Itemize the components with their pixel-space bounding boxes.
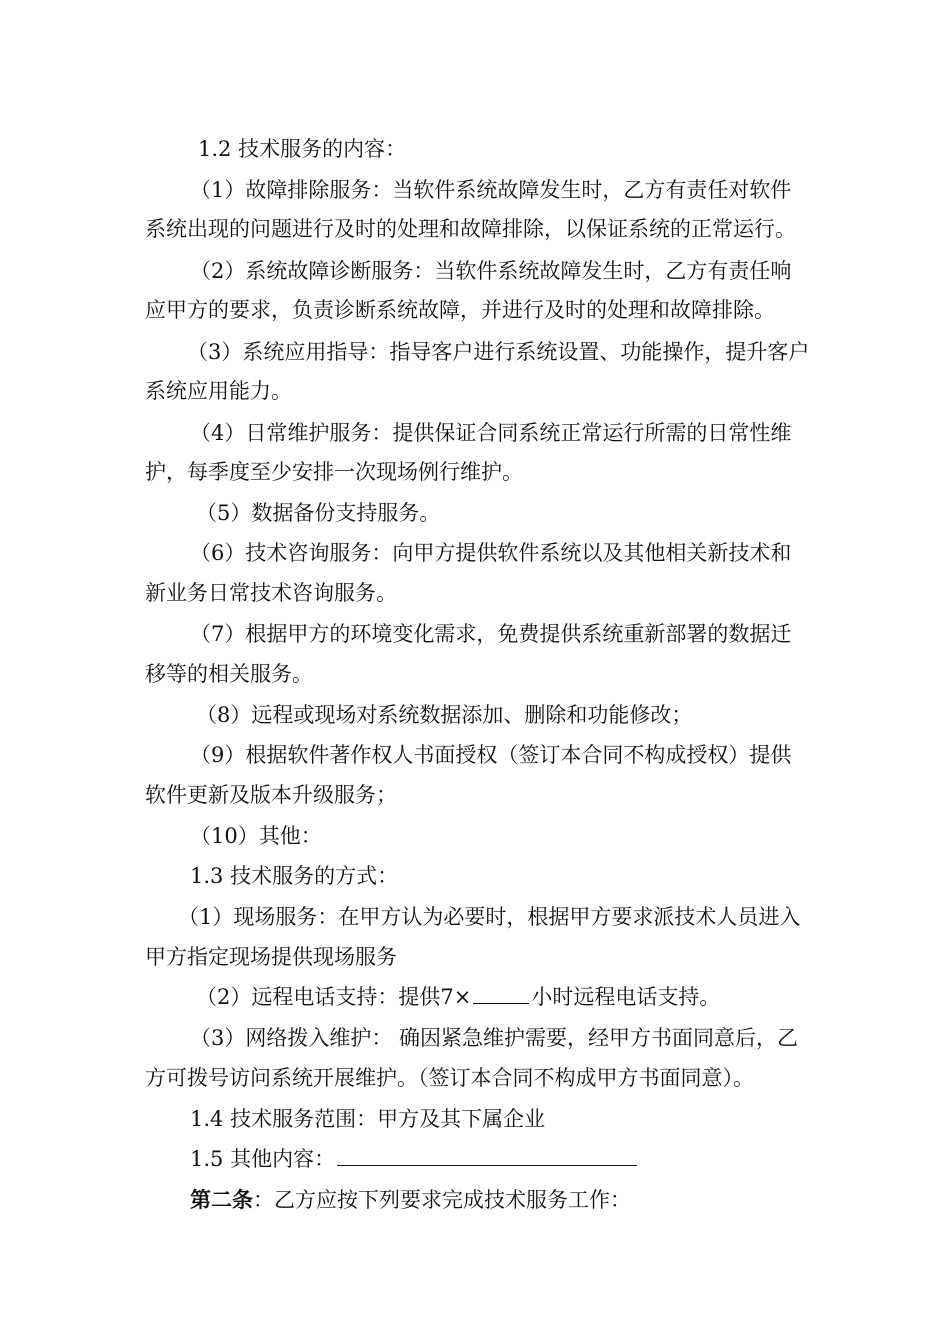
- item-7-line-2: 移等的相关服务。: [145, 662, 313, 686]
- article-2-line: [190, 1185, 631, 1215]
- mode-2-line: [196, 982, 720, 1012]
- article-2-text: ：乙方应按下列要求完成技术服务工作：: [253, 1188, 631, 1212]
- item-9-line-1: （9）根据软件著作权人书面授权（签订本合同不构成授权）提供: [190, 743, 792, 767]
- item-8: （8）远程或现场对系统数据添加、删除和功能修改；: [196, 703, 693, 727]
- mode-3-line-2: 方可拨号访问系统开展维护。（签订本合同不构成甲方书面同意）。: [145, 1066, 754, 1090]
- item-4-line-2: 护，每季度至少安排一次现场例行维护。: [145, 460, 523, 484]
- section-1-5-label: 1.5 其他内容：: [190, 1147, 336, 1171]
- item-5: （5）数据备份支持服务。: [196, 501, 441, 525]
- mode-2-suffix: 小时远程电话支持。: [531, 985, 721, 1009]
- mode-1-line-1: （1）现场服务：在甲方认为必要时，根据甲方要求派技术人员进入: [178, 905, 801, 929]
- item-1-line-1: （1）故障排除服务：当软件系统故障发生时，乙方有责任对软件: [190, 178, 792, 202]
- item-2-line-1: （2）系统故障诊断服务：当软件系统故障发生时，乙方有责任响: [190, 259, 792, 283]
- item-9-line-2: 软件更新及版本升级服务；: [145, 783, 397, 807]
- article-2-label: 第二条: [190, 1187, 253, 1212]
- item-3-line-1: （3）系统应用指导：指导客户进行系统设置、功能操作，提升客户: [187, 340, 810, 364]
- hours-blank-field: [473, 983, 529, 1004]
- section-1-4: 1.4 技术服务范围：甲方及其下属企业: [190, 1107, 546, 1131]
- section-1-3-heading: 1.3 技术服务的方式：: [190, 864, 399, 888]
- item-3-line-2: 系统应用能力。: [145, 379, 292, 403]
- mode-2-prefix: （2）远程电话支持：提供7×: [196, 985, 472, 1009]
- item-6-line-1: （6）技术咨询服务：向甲方提供软件系统以及其他相关新技术和: [190, 541, 792, 565]
- item-6-line-2: 新业务日常技术咨询服务。: [145, 581, 397, 605]
- item-7-line-1: （7）根据甲方的环境变化需求，免费提供系统重新部署的数据迁: [190, 622, 792, 646]
- item-10: （10）其他：: [190, 824, 322, 848]
- section-1-2-heading: 1.2 技术服务的内容：: [198, 137, 407, 161]
- item-1-line-2: 系统出现的问题进行及时的处理和故障排除，以保证系统的正常运行。: [145, 217, 796, 241]
- item-4-line-1: （4）日常维护服务：提供保证合同系统正常运行所需的日常性维: [190, 421, 792, 445]
- mode-1-line-2: 甲方指定现场提供现场服务: [145, 945, 397, 969]
- item-2-line-2: 应甲方的要求，负责诊断系统故障，并进行及时的处理和故障排除。: [145, 298, 775, 322]
- section-1-5-line: [190, 1144, 639, 1174]
- mode-3-line-1: （3）网络拨入维护： 确因紧急维护需要，经甲方书面同意后，乙: [190, 1026, 799, 1050]
- other-content-blank-field: [337, 1145, 637, 1166]
